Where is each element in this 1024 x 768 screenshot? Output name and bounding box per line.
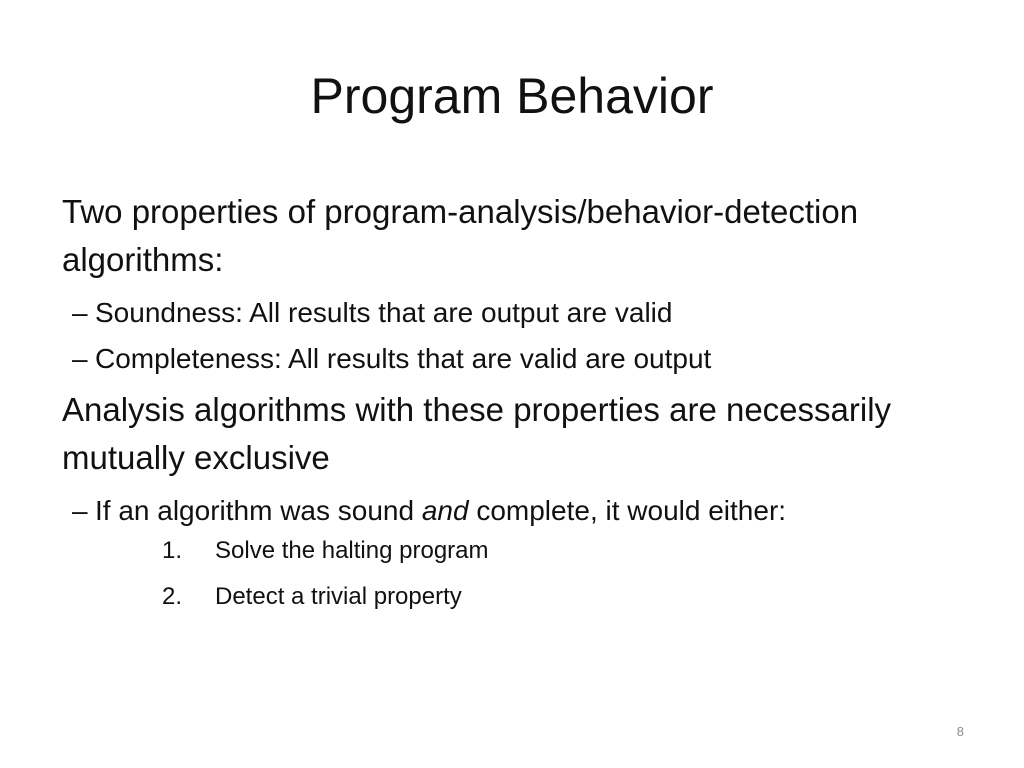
list-item bbox=[162, 536, 982, 566]
paragraph-properties: Two properties of program-analysis/behavior-detection algorithms: bbox=[62, 193, 859, 278]
list-item-number: 2. bbox=[162, 583, 183, 610]
emphasis-and: and bbox=[421, 495, 469, 526]
dash-bullet: – bbox=[72, 297, 88, 328]
page-number: 8 bbox=[956, 724, 964, 739]
bullet-soundness bbox=[62, 294, 982, 332]
list-item-number: 1. bbox=[162, 537, 183, 564]
list-item bbox=[162, 582, 982, 612]
slide-title: Program Behavior bbox=[310, 68, 714, 124]
dash-bullet: – bbox=[72, 495, 88, 526]
bullet-sound-and-complete bbox=[62, 492, 982, 530]
bullet-completeness-text: Completeness: All results that are valid are output bbox=[95, 343, 712, 374]
list-item-text: Solve the halting program bbox=[215, 537, 489, 564]
bullet-complete-text: complete, it would either: bbox=[468, 495, 787, 526]
list-item-text: Detect a trivial property bbox=[215, 583, 462, 610]
paragraph-mutually-exclusive: Analysis algorithms with these properties are necessarily mutually exclusive bbox=[62, 391, 892, 476]
dash-bullet: – bbox=[72, 343, 88, 374]
bullet-completeness bbox=[62, 340, 982, 378]
bullet-sound-text: If an algorithm was sound bbox=[95, 495, 422, 526]
bullet-soundness-text: Soundness: All results that are output are valid bbox=[95, 297, 673, 328]
numbered-list bbox=[62, 536, 982, 612]
slide-body bbox=[62, 188, 982, 628]
